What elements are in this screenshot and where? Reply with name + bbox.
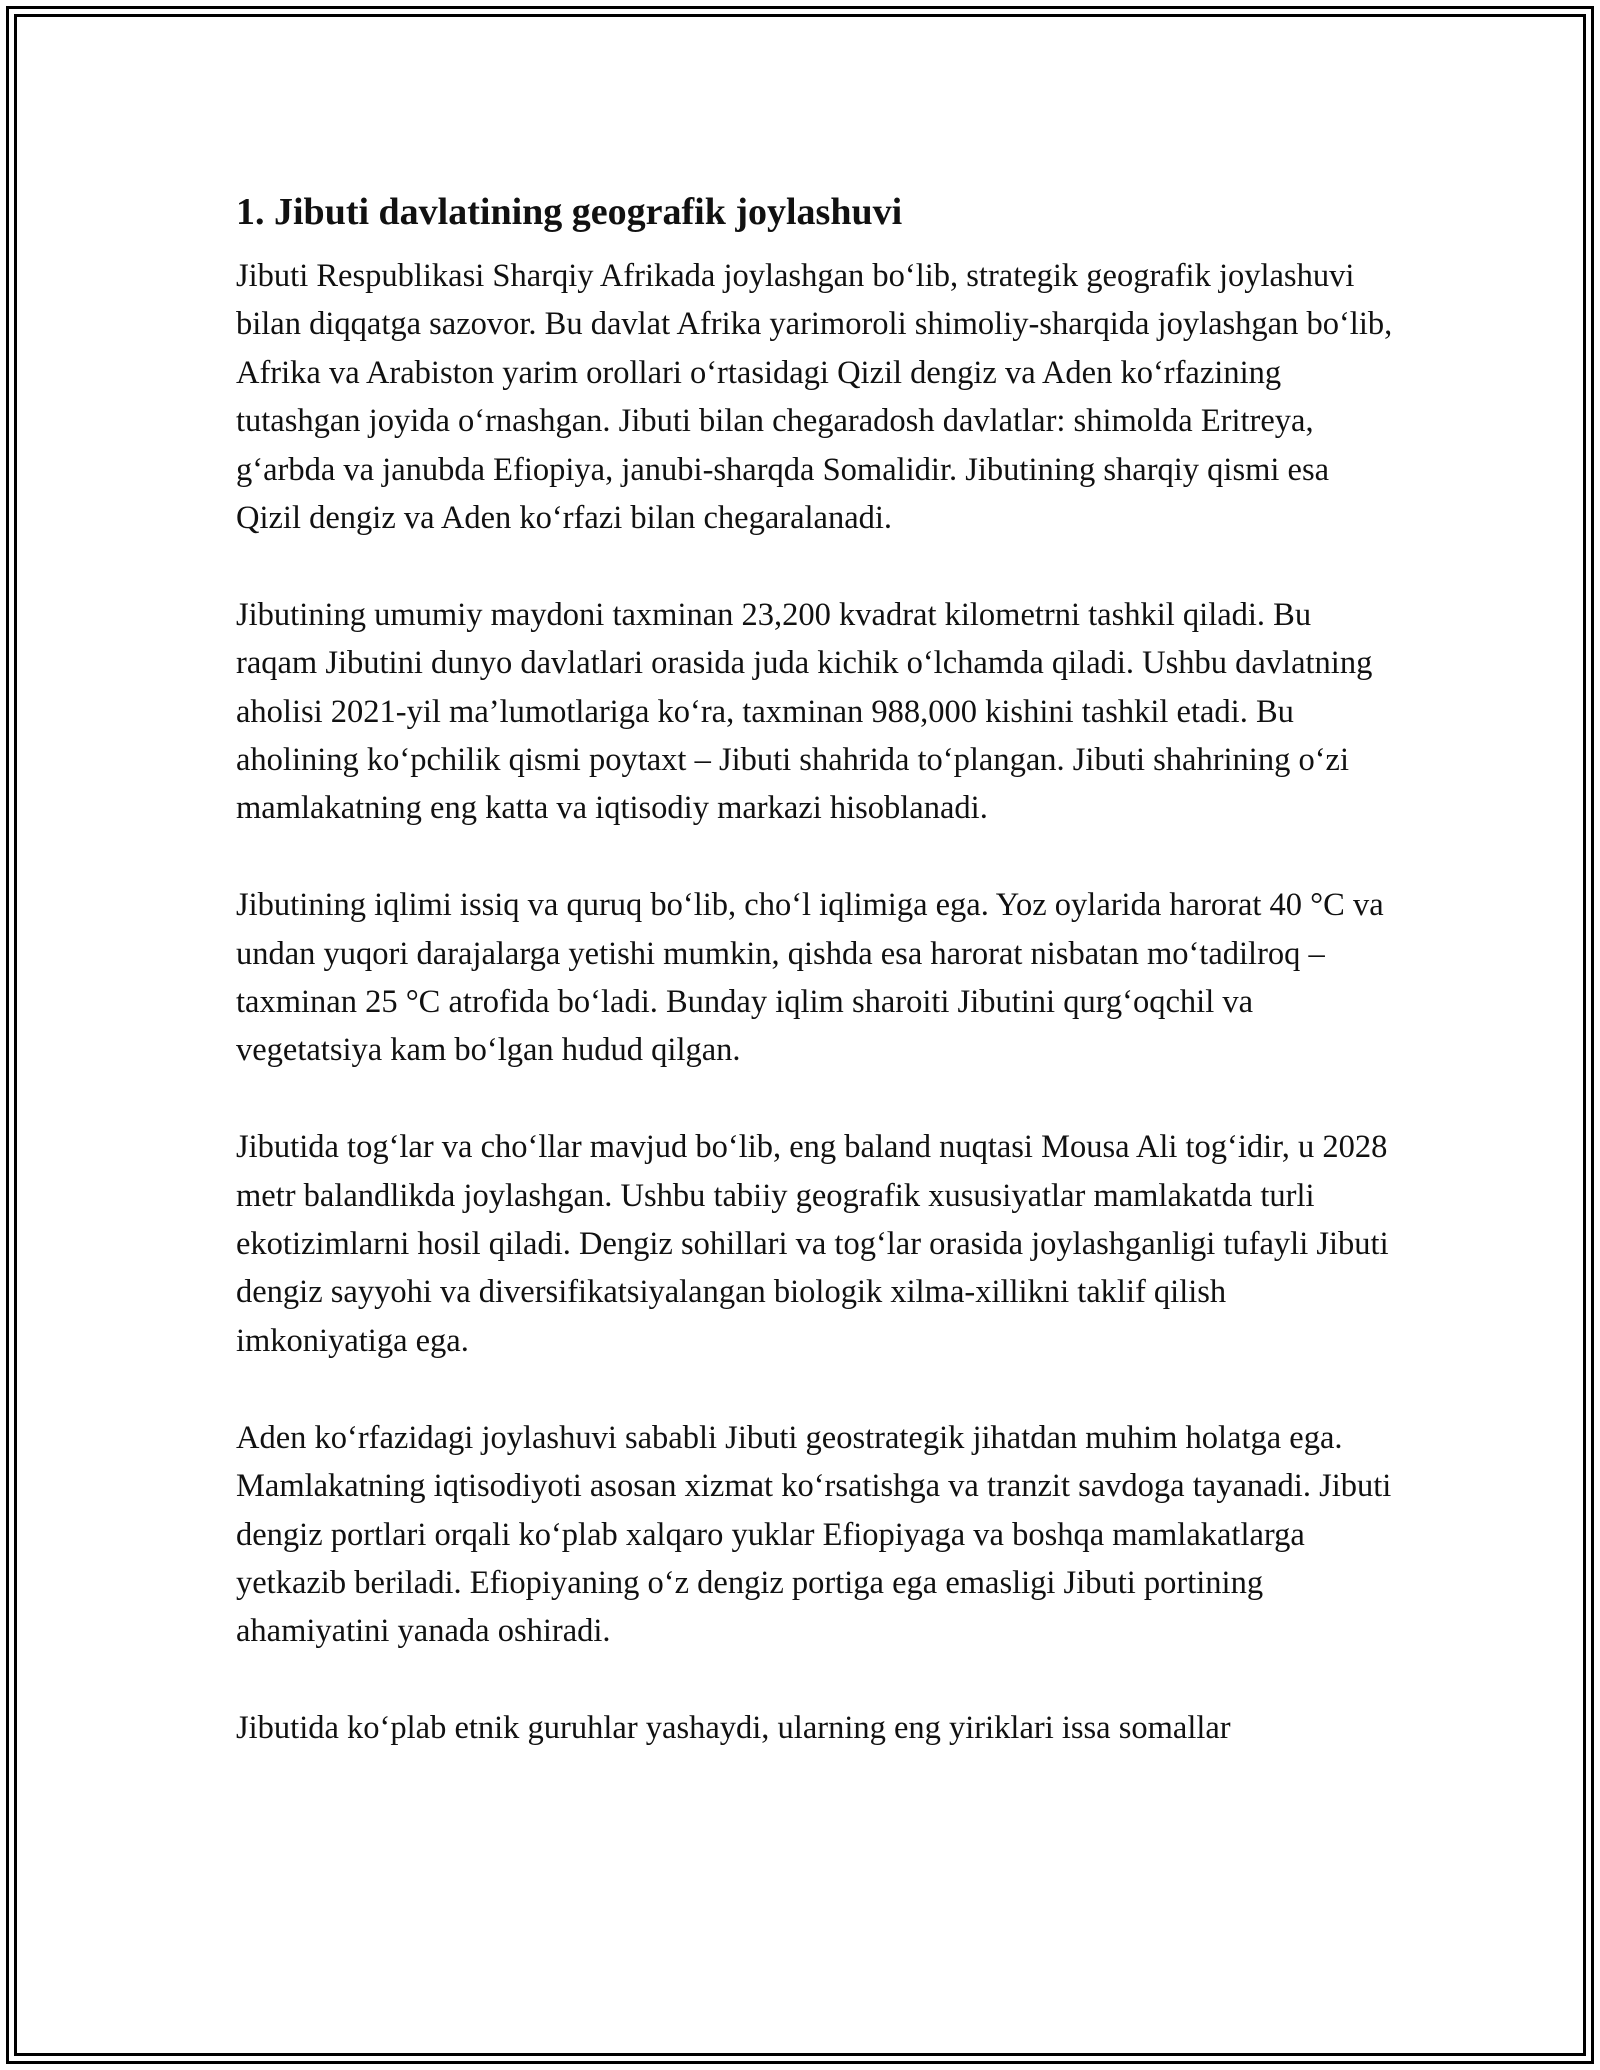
paragraph-economy: Aden ko‘rfazidagi joylashuvi sababli Jibuti geostrategik jihatdan muhim holatga ega. Mamlakatning iqtisodiyoti asosan xizmat ko‘rsatishga va tranzit savdoga tayanadi. Jibuti dengiz portlari orqali ko‘plab xalqaro yuklar Efiopiyaga va boshqa mamlakatlarga yetkazib beriladi. Efiopiyaning o‘z dengiz portiga ega emasligi Jibuti portining ahamiyatini yanada oshiradi. [236, 1419, 1392, 1650]
section-heading: 1. Jibuti davlatining geografik joylashuvi [236, 191, 903, 233]
document-body [236, 186, 1396, 1801]
paragraph-area-population: Jibutining umumiy maydoni taxminan 23,200 kvadrat kilometrni tashkil qiladi. Bu raqam Jibutini dunyo davlatlari orasida juda kichik o‘lchamda qiladi. Ushbu davlatning aholisi 2021-yil ma’lumotlariga ko‘ra, taxminan 988,000 kishini tashkil etadi. Bu aholining ko‘pchilik qismi poytaxt – Jibuti shahrida to‘plangan. Jibuti shahrining o‘zi mamlakatning eng katta va iqtisodiy markazi hisoblanadi. [236, 596, 1373, 827]
paragraph-relief: Jibutida tog‘lar va cho‘llar mavjud bo‘lib, eng baland nuqtasi Mousa Ali tog‘idir, u 2028 metr balandlikda joylashgan. Ushbu tabiiy geografik xususiyatlar mamlakatda turli ekotizimlarni hosil qiladi. Dengiz sohillari va tog‘lar orasida joylashganligi tufayli Jibuti dengiz sayyohi va diversifikatsiyalangan biologik xilma-xillikni taklif qilish imkoniyatiga ega. [236, 1129, 1389, 1359]
paragraph-location: Jibuti Respublikasi Sharqiy Afrikada joylashgan bo‘lib, strategik geografik joylashuvi bilan diqqatga sazovor. Bu davlat Afrika yarimoroli shimoliy-sharqida joylashgan bo‘lib, Afrika va Arabiston yarim orollari o‘rtasidagi Qizil dengiz va Aden ko‘rfazining tutashgan joyida o‘rnashgan. Jibuti bilan chegaradosh davlatlar: shimolda Eritreya, g‘arbda va janubda Efiopiya, janubi-sharqda Somalidir. Jibutining sharqiy qismi esa Qizil dengiz va Aden ko‘rfazi bilan chegaralanadi. [236, 258, 1393, 537]
paragraph-ethnic-groups: Jibutida ko‘plab etnik guruhlar yashaydi, ularning eng yiriklari issa somallar [236, 1710, 1231, 1747]
paragraph-climate: Jibutining iqlimi issiq va quruq bo‘lib, cho‘l iqlimiga ega. Yoz oylarida harorat 40 °C va undan yuqori darajalarga yetishi mumkin, qishda esa harorat nisbatan mo‘tadilroq – taxminan 25 °C atrofida bo‘ladi. Bunday iqlim sharoiti Jibutini qurg‘oqchil va vegetatsiya kam bo‘lgan hudud qilgan. [236, 887, 1384, 1069]
